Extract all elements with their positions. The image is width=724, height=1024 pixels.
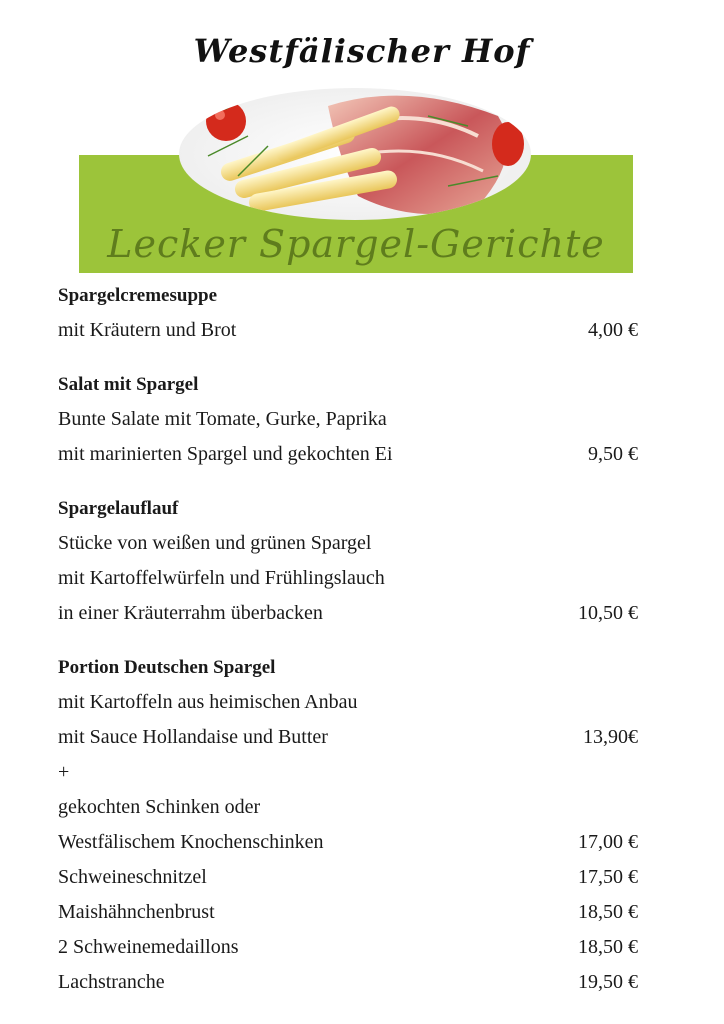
menu-line [58, 860, 648, 895]
menu-section [58, 491, 648, 631]
section-heading: Salat mit Spargel [58, 374, 199, 395]
item-price: 17,00 € [578, 831, 638, 853]
menu-line [58, 437, 648, 472]
item-price: 17,50 € [578, 866, 638, 888]
item-price: 18,50 € [578, 936, 638, 958]
menu-list [58, 278, 648, 1000]
item-description: in einer Kräuterrahm überbacken [58, 602, 323, 624]
menu-line [58, 596, 648, 631]
item-description: Stücke von weißen und grünen Spargel [58, 532, 372, 554]
menu-line [58, 790, 648, 825]
item-price: 19,50 € [578, 971, 638, 993]
menu-line [58, 526, 648, 561]
menu-section [58, 367, 648, 472]
item-description: gekochten Schinken oder [58, 796, 261, 818]
item-description: mit marinierten Spargel und gekochten Ei [58, 443, 393, 465]
item-description: Schweineschnitzel [58, 866, 207, 888]
menu-section [58, 278, 648, 348]
item-description: 2 Schweinemedaillons [58, 936, 239, 958]
item-description: mit Kräutern und Brot [58, 319, 237, 341]
item-price: 18,50 € [578, 901, 638, 923]
menu-line [58, 402, 648, 437]
item-description: + [58, 761, 70, 783]
asparagus-ham-photo [178, 86, 532, 222]
item-price: 4,00 € [588, 319, 638, 341]
item-price: 9,50 € [588, 443, 638, 465]
item-description: Lachstranche [58, 971, 165, 993]
item-price: 10,50 € [578, 602, 638, 624]
menu-line [58, 965, 648, 1000]
menu-line [58, 895, 648, 930]
menu-line [58, 755, 648, 790]
item-description: Maishähnchenbrust [58, 901, 215, 923]
item-description: mit Kartoffeln aus heimischen Anbau [58, 691, 358, 713]
menu-line [58, 313, 648, 348]
item-description: mit Sauce Hollandaise und Butter [58, 726, 328, 748]
section-heading: Spargelcremesuppe [58, 285, 218, 306]
menu-line [58, 720, 648, 755]
menu-line [58, 825, 648, 860]
section-heading: Spargelauflauf [58, 498, 179, 519]
item-description: Bunte Salate mit Tomate, Gurke, Paprika [58, 408, 387, 430]
item-description: Westfälischem Knochenschinken [58, 831, 324, 853]
menu-section [58, 650, 648, 1000]
restaurant-title: Westfälischer Hof [193, 32, 531, 70]
item-price: 13,90€ [583, 726, 638, 748]
section-heading: Portion Deutschen Spargel [58, 657, 276, 678]
menu-line [58, 561, 648, 596]
menu-line [58, 930, 648, 965]
menu-line [58, 685, 648, 720]
banner-slogan: Lecker Spargel-Gerichte [107, 222, 605, 266]
item-description: mit Kartoffelwürfeln und Frühlingslauch [58, 567, 385, 589]
